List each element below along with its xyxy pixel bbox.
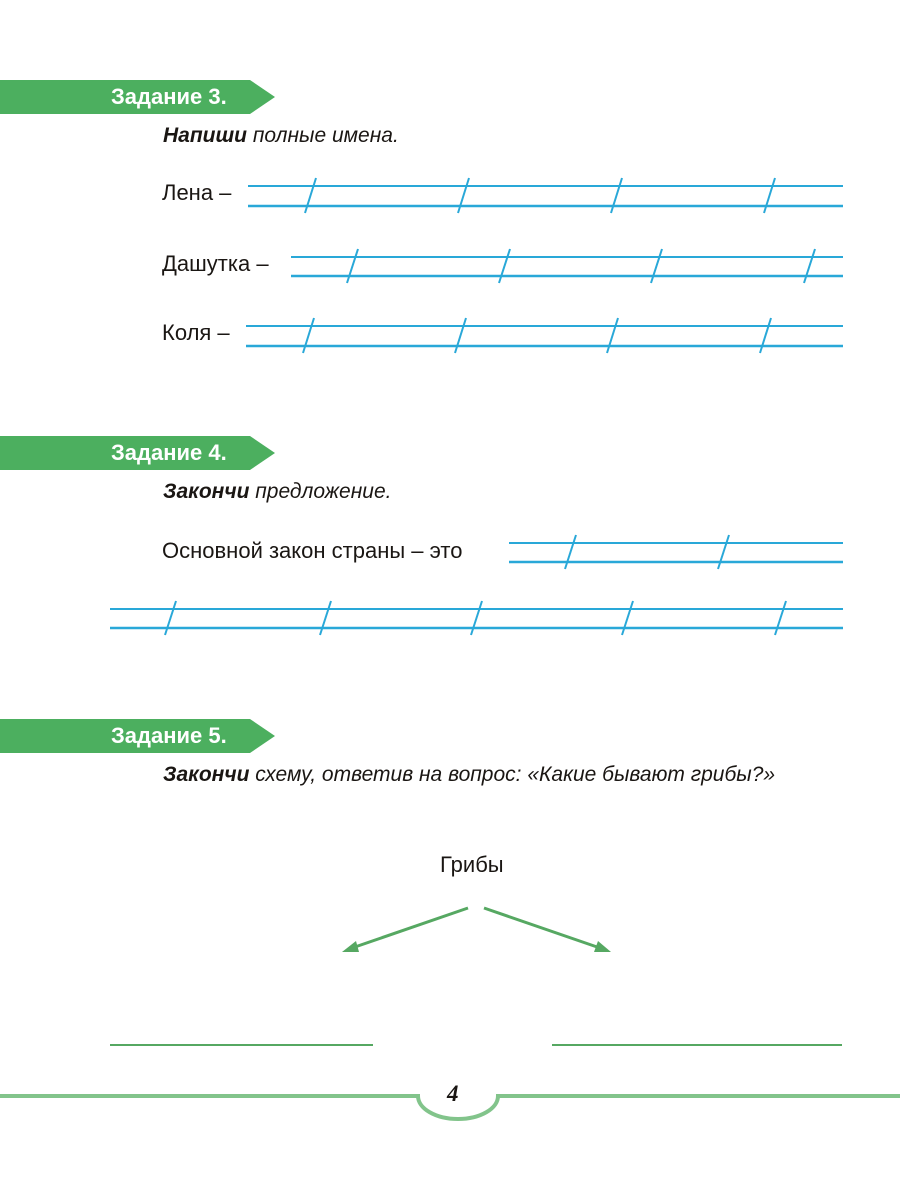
slant-guide-mark	[775, 601, 786, 635]
slant-guide-mark	[622, 601, 633, 635]
writing-line-field[interactable]	[291, 249, 843, 283]
slant-guide-mark	[565, 535, 576, 569]
task-4-title: Задание 4.	[111, 440, 227, 465]
name-label-lena: Лена –	[162, 180, 232, 205]
slant-guide-mark	[458, 178, 469, 213]
writing-line-field[interactable]	[110, 601, 843, 635]
writing-line-field[interactable]	[246, 318, 843, 353]
task-3-title: Задание 3.	[111, 84, 227, 109]
sentence-start: Основной закон страны – это	[162, 538, 463, 563]
task-5-title: Задание 5.	[111, 723, 227, 748]
slant-guide-mark	[611, 178, 622, 213]
slant-guide-mark	[718, 535, 729, 569]
page-number: 4	[447, 1081, 459, 1106]
slant-guide-mark	[347, 249, 358, 283]
instruction-verb: Напиши	[163, 124, 247, 147]
instruction-verb: Закончи	[163, 480, 250, 503]
slant-guide-mark	[651, 249, 662, 283]
slant-guide-mark	[471, 601, 482, 635]
slant-guide-mark	[499, 249, 510, 283]
name-label-kolya: Коля –	[162, 320, 230, 345]
instruction-verb: Закончи	[163, 763, 250, 786]
slant-guide-mark	[165, 601, 176, 635]
instruction-text: полные имена.	[247, 124, 399, 147]
slant-guide-mark	[320, 601, 331, 635]
slant-guide-mark	[303, 318, 314, 353]
slant-guide-mark	[305, 178, 316, 213]
scheme-root-label: Грибы	[440, 852, 504, 877]
writing-line-field[interactable]	[509, 535, 843, 569]
name-label-dashutka: Дашутка –	[162, 251, 269, 276]
instruction-text: схему, ответив на вопрос: «Какие бывают грибы?»	[249, 763, 776, 786]
instruction-text: предложение.	[249, 480, 392, 503]
slant-guide-mark	[455, 318, 466, 353]
slant-guide-mark	[607, 318, 618, 353]
slant-guide-mark	[760, 318, 771, 353]
slant-guide-mark	[764, 178, 775, 213]
writing-line-field[interactable]	[248, 178, 843, 213]
slant-guide-mark	[804, 249, 815, 283]
